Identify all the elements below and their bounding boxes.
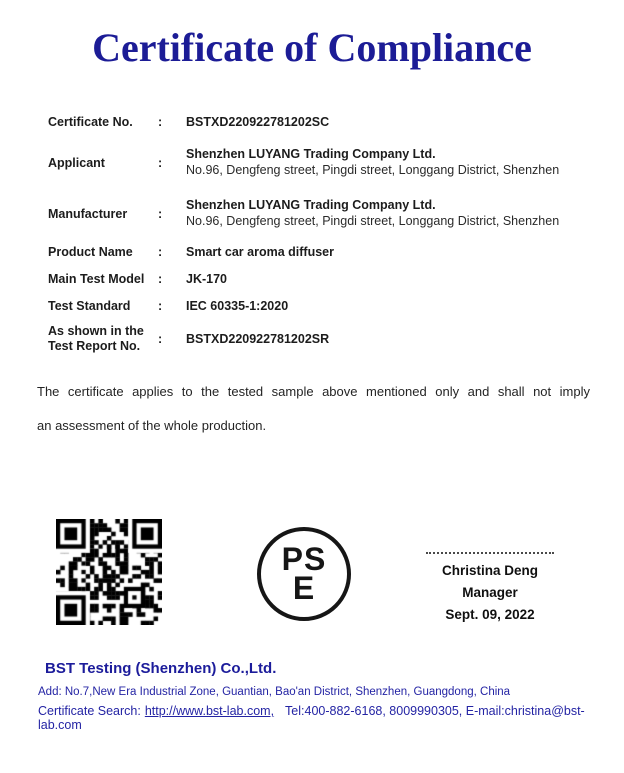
main-test-model-value: JK-170 xyxy=(186,272,227,286)
certificate-search-label: Certificate Search: xyxy=(38,704,141,718)
disclaimer-line2: an assessment of the whole production. xyxy=(37,418,267,433)
qr-code xyxy=(56,519,162,625)
field-row-test-report-no xyxy=(48,324,590,354)
colon-separator: : xyxy=(158,299,163,313)
field-label: Manufacturer xyxy=(48,206,128,221)
colon-separator: : xyxy=(158,115,163,129)
field-row-test-standard xyxy=(48,298,590,314)
applicant-value xyxy=(186,147,590,178)
signatory-name: Christina Deng xyxy=(441,563,538,578)
field-row-main-test-model xyxy=(48,271,590,287)
disclaimer-line1: The certificate applies to the tested sample above mentioned only and shall not imply xyxy=(37,384,590,399)
signature-dotted-line xyxy=(426,552,554,554)
signatory-role: Manager xyxy=(462,585,518,600)
lab-company-name: BST Testing (Shenzhen) Co.,Ltd. xyxy=(45,660,277,677)
footer-contact-line xyxy=(38,704,624,732)
signature-block xyxy=(421,552,559,626)
lab-address: Add: No.7,New Era Industrial Zone, Guantian, Bao'an District, Shenzhen, Guangdong, China xyxy=(38,686,511,698)
manufacturer-address: No.96, Dengfeng street, Pingdi street, Longgang District, Shenzhen xyxy=(186,213,560,228)
applicant-address: No.96, Dengfeng street, Pingdi street, Longgang District, Shenzhen xyxy=(186,162,560,177)
pse-logo-text-top: PS xyxy=(281,541,327,577)
certificate-fields xyxy=(48,114,590,354)
certificate-no-value: BSTXD220922781202SC xyxy=(186,115,330,129)
footer-contact-details: Tel:400-882-6168, 8009990305, E-mail:christina@bst-lab.com xyxy=(38,704,585,732)
field-row-manufacturer xyxy=(48,198,590,229)
disclaimer-paragraph xyxy=(37,383,590,434)
field-label-line2: Test Report No. xyxy=(48,339,141,353)
field-label: Product Name xyxy=(48,245,133,259)
pse-logo-text-bottom: E xyxy=(292,570,316,606)
pse-mark-logo xyxy=(257,527,351,621)
applicant-name: Shenzhen LUYANG Trading Company Ltd. xyxy=(186,147,436,161)
field-label-line1: As shown in the xyxy=(48,324,144,338)
field-row-certificate-no xyxy=(48,114,590,130)
field-row-applicant xyxy=(48,147,590,178)
test-standard-value: IEC 60335-1:2020 xyxy=(186,299,289,313)
signature-date: Sept. 09, 2022 xyxy=(445,607,535,622)
test-report-no-value: BSTXD220922781202SR xyxy=(186,332,330,346)
field-row-product-name xyxy=(48,244,590,260)
certificate-search-link[interactable]: http://www.bst-lab.com, xyxy=(144,704,275,718)
colon-separator: : xyxy=(158,272,163,286)
colon-separator: : xyxy=(158,155,163,170)
field-label: Certificate No. xyxy=(48,115,133,129)
colon-separator: : xyxy=(158,332,163,346)
colon-separator: : xyxy=(158,206,163,221)
field-label: Test Standard xyxy=(48,299,131,313)
manufacturer-value xyxy=(186,198,590,229)
field-label: Main Test Model xyxy=(48,272,145,286)
field-label: Applicant xyxy=(48,155,105,170)
colon-separator: : xyxy=(158,245,163,259)
product-name-value: Smart car aroma diffuser xyxy=(186,245,334,259)
page-title: Certificate of Compliance xyxy=(92,25,532,70)
manufacturer-name: Shenzhen LUYANG Trading Company Ltd. xyxy=(186,198,436,212)
field-label xyxy=(48,324,158,354)
